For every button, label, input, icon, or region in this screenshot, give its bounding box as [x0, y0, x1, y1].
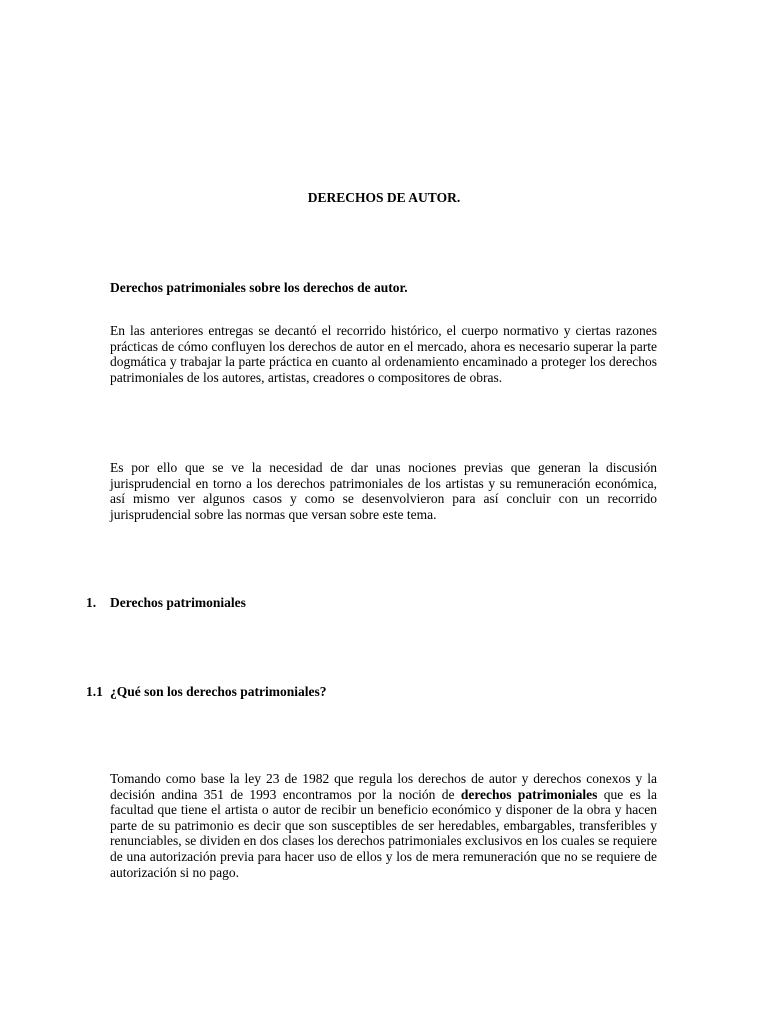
document-title: DERECHOS DE AUTOR.	[307, 190, 461, 205]
section-1-1-number: 1.1	[86, 684, 103, 699]
section-1-number: 1.	[86, 595, 97, 610]
paragraph-intro: En las anteriores entregas se decantó el recorrido histórico, el cuerpo normativo y ciertas razones prácticas de cómo confluyen los derechos de autor en el mercado, ahora es necesario superar la parte dogmática y trabajar la parte práctica en cuanto al ordenamiento encaminado a proteger los derechos patrimoniales de los autores, artistas, creadores o compositores de obras.	[110, 323, 657, 385]
paragraph-definition-bold-term: derechos patrimoniales	[460, 786, 598, 802]
section-1-1-title: ¿Qué son los derechos patrimoniales?	[110, 684, 327, 699]
paragraph-definition	[110, 771, 657, 880]
document-subtitle: Derechos patrimoniales sobre los derechos de autor.	[110, 280, 408, 295]
paragraph-definition-part-2: que es la facultad que tiene el artista o autor de recibir un beneficio económico y disponer de la obra y hacen parte de su patrimonio es decir que son susceptibles de ser heredables, embargables, transferibles y renunciables, se dividen en dos clases los derechos patrimoniales exclusivos en los cuales se requiere de una autorización previa para hacer uso de ellos y los de mera remuneración que no se requiere de autorización si no pago.	[110, 786, 657, 880]
section-1-title: Derechos patrimoniales	[110, 595, 246, 610]
paragraph-definition-part-1: Tomando como base la ley 23 de 1982 que regula los derechos de autor y derechos conexos y la decisión andina 351 de 1993 encontramos por la noción de	[110, 771, 657, 802]
paragraph-purpose: Es por ello que se ve la necesidad de dar unas nociones previas que generan la discusión jurisprudencial en torno a los derechos patrimoniales de los artistas y su remuneración económica, así mismo ver algunos casos y como se desenvolvieron para así concluir con un recorrido jurisprudencial sobre las normas que versan sobre este tema.	[110, 460, 657, 522]
